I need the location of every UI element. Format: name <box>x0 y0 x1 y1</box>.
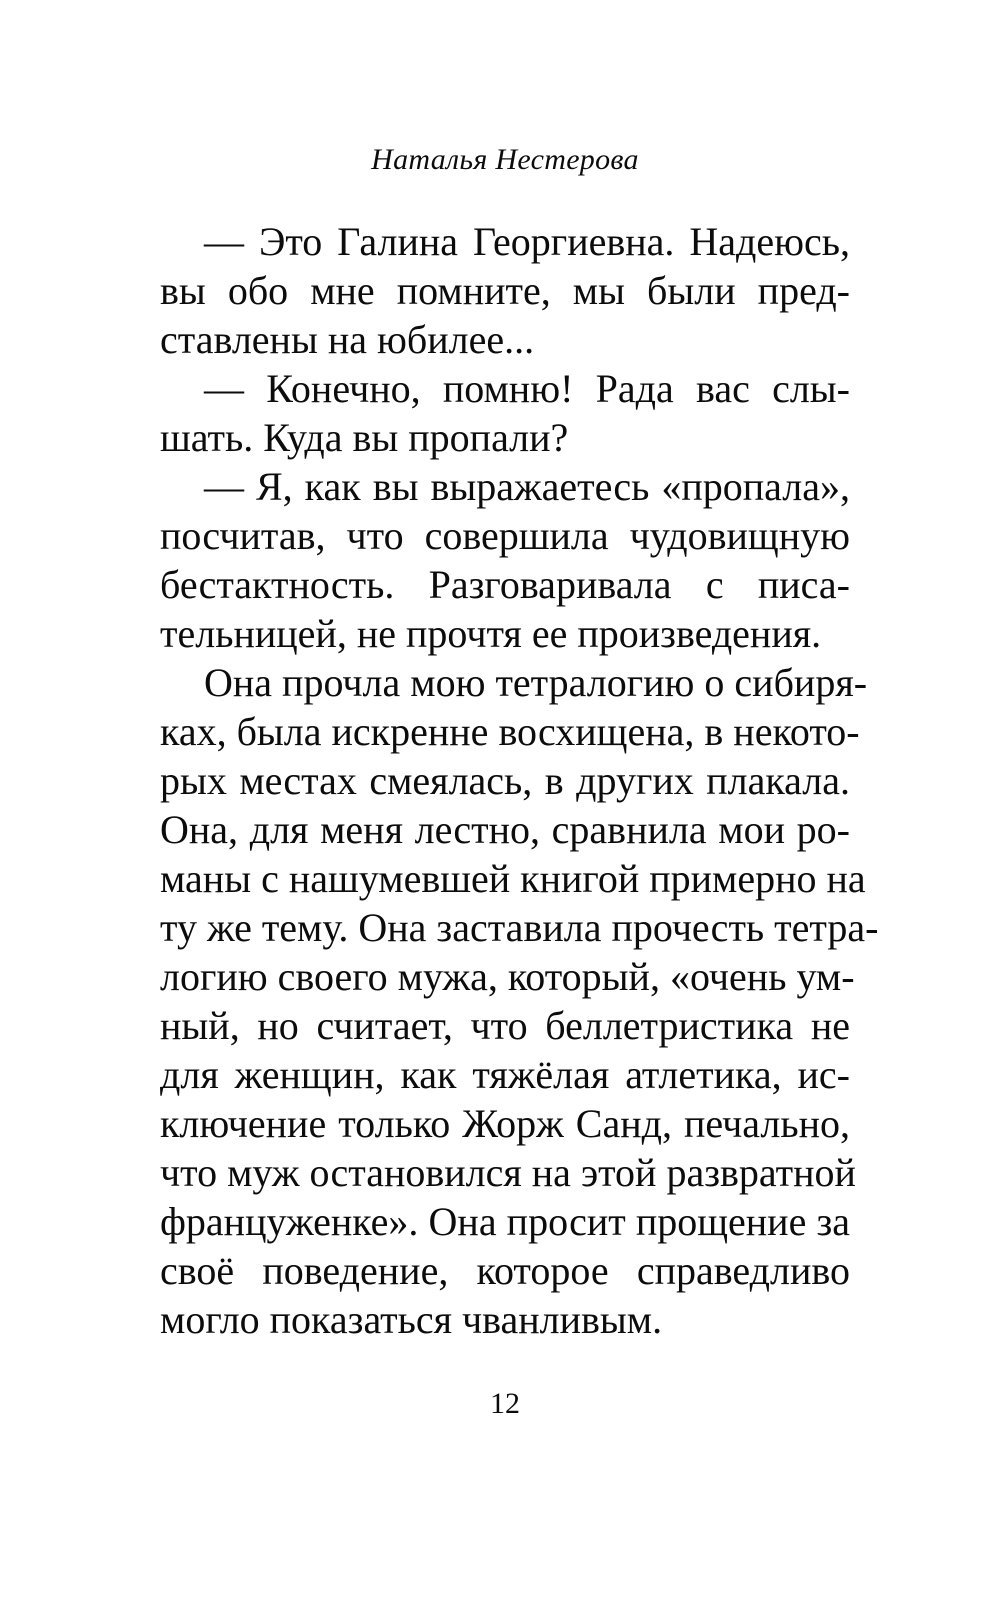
page-number: 12 <box>490 1387 520 1420</box>
text-line: для женщин, как тяжёлая атлетика, ис- <box>160 1052 850 1097</box>
text-line: вы обо мне помните, мы были пред- <box>160 268 850 313</box>
text-line: — Это Галина Георгиевна. Надеюсь, <box>204 219 850 264</box>
text-line: — Я, как вы выражаетесь «пропала», <box>204 464 850 509</box>
text-line: посчитав, что совершила чудовищную <box>160 513 850 558</box>
text-line: Она, для меня лестно, сравнила мои ро- <box>160 807 850 852</box>
text-line: бестактность. Разговаривала с писа- <box>160 562 850 607</box>
text-line: ках, была искренне восхищена, в некото- <box>160 709 860 754</box>
text-line: француженке». Она просит прощение за <box>160 1199 850 1244</box>
text-line: ставлены на юбилее... <box>160 317 535 362</box>
text-line: что муж остановился на этой развратной <box>160 1150 856 1195</box>
text-line: могло показаться чванливым. <box>160 1297 663 1342</box>
page-body-text <box>160 217 879 1344</box>
text-line: ту же тему. Она заставила прочесть тетра- <box>160 905 879 950</box>
text-line: логию своего мужа, который, «очень ум- <box>160 954 855 999</box>
text-line: ключение только Жорж Санд, печально, <box>160 1101 850 1146</box>
running-head-author: Наталья Нестерова <box>371 143 639 176</box>
text-line: маны с нашумевшей книгой примерно на <box>160 856 866 901</box>
text-line: Она прочла мою тетралогию о сибиря- <box>204 660 868 705</box>
text-line: — Конечно, помню! Рада вас слы- <box>204 366 850 411</box>
text-line: тельницей, не прочтя ее произведения. <box>160 611 822 656</box>
text-line: шать. Куда вы пропали? <box>160 415 569 460</box>
text-line: ный, но считает, что беллетристика не <box>160 1003 850 1048</box>
text-line: рых местах смеялась, в других плакала. <box>160 758 850 803</box>
text-line: своё поведение, которое справедливо <box>160 1248 850 1293</box>
